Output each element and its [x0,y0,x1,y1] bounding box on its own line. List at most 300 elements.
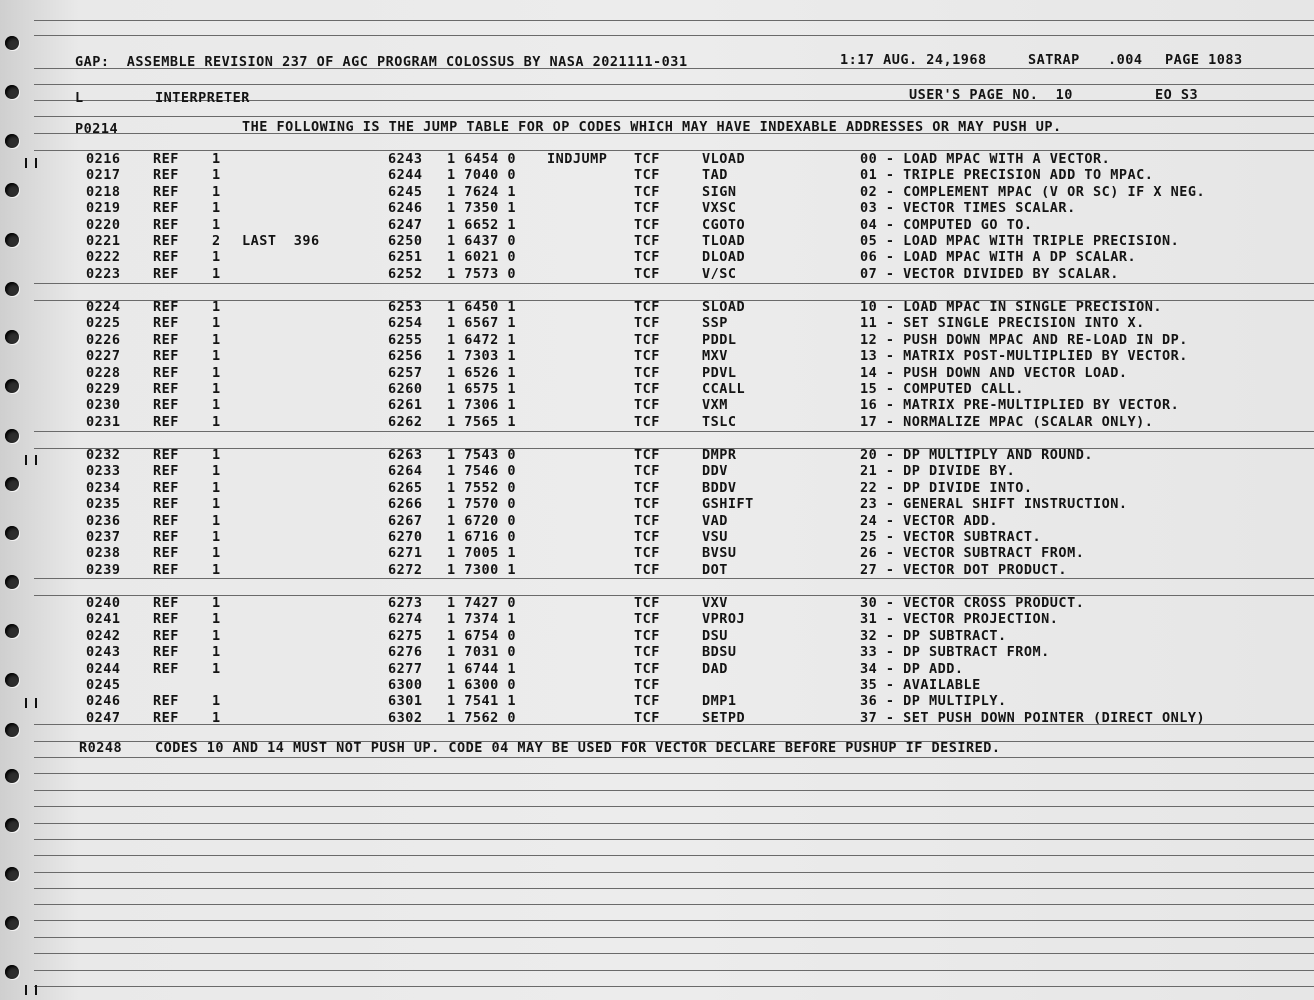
row-address: 6243 [388,151,423,167]
row-opcode: TCF [634,365,660,381]
row-octal-value: 1 7552 0 [447,480,517,496]
row-operand: DOT [702,562,728,578]
row-address: 6270 [388,529,423,545]
row-octal-value: 1 6300 0 [447,677,517,693]
margin-mark [25,455,37,465]
row-comment: 12 - PUSH DOWN MPAC AND RE-LOAD IN DP. [860,332,1188,348]
row-ref-count: 1 [212,299,221,315]
row-operand: TAD [702,167,728,183]
header-title: GAP: ASSEMBLE REVISION 237 OF AGC PROGRAM COLOSSUS BY NASA 2021111-031 [75,54,688,70]
row-opcode: TCF [634,496,660,512]
row-line-number: 0223 [86,266,121,282]
row-ref-count: 1 [212,200,221,216]
row-opcode: TCF [634,299,660,315]
row-address: 6256 [388,348,423,364]
row-comment: 04 - COMPUTED GO TO. [860,217,1033,233]
row-ref-label: REF [153,233,179,249]
ruled-line [34,953,1314,954]
row-line-number: 0236 [86,513,121,529]
row-comment: 35 - AVAILABLE [860,677,981,693]
row-address: 6274 [388,611,423,627]
row-ref-label: REF [153,562,179,578]
intro-comment: THE FOLLOWING IS THE JUMP TABLE FOR OP CODES WHICH MAY HAVE INDEXABLE ADDRESSES OR MAY PUSH UP. [242,119,1062,135]
feed-hole [5,818,19,832]
row-ref-count: 1 [212,710,221,726]
row-opcode: TCF [634,447,660,463]
row-comment: 34 - DP ADD. [860,661,964,677]
row-line-number: 0238 [86,545,121,561]
row-octal-value: 1 7040 0 [447,167,517,183]
row-ref-count: 1 [212,184,221,200]
row-operand: SIGN [702,184,737,200]
row-operand: DSU [702,628,728,644]
row-statement-label: INDJUMP [547,151,608,167]
feed-hole [5,916,19,930]
row-opcode: TCF [634,167,660,183]
row-operand: DMP1 [702,693,737,709]
row-ref-count: 1 [212,167,221,183]
row-operand: PDDL [702,332,737,348]
row-comment: 20 - DP MULTIPLY AND ROUND. [860,447,1093,463]
row-line-number: 0222 [86,249,121,265]
row-ref-count: 1 [212,397,221,413]
row-comment: 01 - TRIPLE PRECISION ADD TO MPAC. [860,167,1154,183]
row-address: 6251 [388,249,423,265]
row-address: 6302 [388,710,423,726]
row-address: 6255 [388,332,423,348]
row-comment: 14 - PUSH DOWN AND VECTOR LOAD. [860,365,1128,381]
row-opcode: TCF [634,397,660,413]
row-line-number: 0218 [86,184,121,200]
row-octal-value: 1 6652 1 [447,217,517,233]
row-octal-value: 1 6472 1 [447,332,517,348]
feed-hole [5,134,19,148]
row-octal-value: 1 7541 1 [447,693,517,709]
row-comment: 37 - SET PUSH DOWN POINTER (DIRECT ONLY) [860,710,1206,726]
row-ref-label: REF [153,513,179,529]
margin-mark [25,698,37,708]
row-ref-count: 1 [212,513,221,529]
ruled-line [34,595,1314,596]
footer-comment: CODES 10 AND 14 MUST NOT PUSH UP. CODE 04 MAY BE USED FOR VECTOR DECLARE BEFORE PUSHUP IF DESIRED. [155,740,1001,756]
row-comment: 06 - LOAD MPAC WITH A DP SCALAR. [860,249,1137,265]
row-ref-count: 1 [212,529,221,545]
header-page: PAGE 1083 [1165,52,1243,68]
row-line-number: 0234 [86,480,121,496]
row-opcode: TCF [634,529,660,545]
row-line-number: 0227 [86,348,121,364]
feed-hole [5,282,19,296]
row-operand: VLOAD [702,151,746,167]
row-address: 6275 [388,628,423,644]
row-line-number: 0219 [86,200,121,216]
row-operand: VXSC [702,200,737,216]
row-ref-label: REF [153,266,179,282]
row-octal-value: 1 6716 0 [447,529,517,545]
row-address: 6244 [388,167,423,183]
row-line-number: 0241 [86,611,121,627]
feed-hole [5,36,19,50]
row-comment: 16 - MATRIX PRE-MULTIPLIED BY VECTOR. [860,397,1180,413]
row-octal-value: 1 7570 0 [447,496,517,512]
row-ref-count: 2 [212,233,221,249]
ruled-line [34,872,1314,873]
row-line-number: 0244 [86,661,121,677]
row-octal-value: 1 7565 1 [447,414,517,430]
margin-mark [25,985,37,995]
row-comment: 33 - DP SUBTRACT FROM. [860,644,1050,660]
row-operand: BDDV [702,480,737,496]
row-ref-count: 1 [212,414,221,430]
row-opcode: TCF [634,710,660,726]
row-octal-value: 1 6450 1 [447,299,517,315]
row-line-number: 0240 [86,595,121,611]
row-operand: VXV [702,595,728,611]
row-ref-label: REF [153,611,179,627]
row-address: 6257 [388,365,423,381]
row-comment: 27 - VECTOR DOT PRODUCT. [860,562,1068,578]
ruled-line [34,20,1314,21]
row-operand: TSLC [702,414,737,430]
row-address: 6254 [388,315,423,331]
row-line-number: 0221 [86,233,121,249]
row-operand: BDSU [702,644,737,660]
row-opcode: TCF [634,233,660,249]
row-octal-value: 1 7303 1 [447,348,517,364]
user-page-number: USER'S PAGE NO. 10 [909,87,1073,103]
row-address: 6263 [388,447,423,463]
feed-hole [5,379,19,393]
row-ref-label: REF [153,381,179,397]
row-opcode: TCF [634,200,660,216]
row-address: 6300 [388,677,423,693]
ruled-line [34,116,1314,117]
subheader-eo: EO S3 [1155,87,1199,103]
header-code: .004 [1108,52,1143,68]
row-ref-label: REF [153,693,179,709]
row-octal-value: 1 7306 1 [447,397,517,413]
row-ref-label: REF [153,447,179,463]
row-ref-label: REF [153,151,179,167]
feed-hole [5,85,19,99]
row-ref-count: 1 [212,595,221,611]
row-ref-count: 1 [212,365,221,381]
row-comment: 07 - VECTOR DIVIDED BY SCALAR. [860,266,1119,282]
row-line-number: 0229 [86,381,121,397]
feed-hole [5,477,19,491]
row-operand: CGOTO [702,217,746,233]
row-ref-label: REF [153,480,179,496]
ruled-line [34,806,1314,807]
row-address: 6250 [388,233,423,249]
row-operand: SLOAD [702,299,746,315]
row-opcode: TCF [634,184,660,200]
row-address: 6266 [388,496,423,512]
row-ref-label: REF [153,661,179,677]
feed-hole [5,673,19,687]
row-ref-count: 1 [212,332,221,348]
row-octal-value: 1 7543 0 [447,447,517,463]
row-address: 6260 [388,381,423,397]
ruled-line [34,448,1314,449]
ruled-line [34,578,1314,579]
row-operand: BVSU [702,545,737,561]
row-address: 6246 [388,200,423,216]
row-ref-label: REF [153,414,179,430]
row-octal-value: 1 6754 0 [447,628,517,644]
row-line-number: 0216 [86,151,121,167]
row-comment: 00 - LOAD MPAC WITH A VECTOR. [860,151,1111,167]
ruled-line [34,757,1314,758]
feed-hole [5,769,19,783]
row-octal-value: 1 6744 1 [447,661,517,677]
row-ref-label: REF [153,184,179,200]
row-comment: 15 - COMPUTED CALL. [860,381,1024,397]
row-line-number: 0232 [86,447,121,463]
row-comment: 24 - VECTOR ADD. [860,513,999,529]
row-ref-label: REF [153,348,179,364]
row-operand: CCALL [702,381,746,397]
feed-hole [5,867,19,881]
row-operand: SETPD [702,710,746,726]
row-line-number: 0235 [86,496,121,512]
row-ref-label: REF [153,332,179,348]
row-line-number: 0217 [86,167,121,183]
row-last-ref: LAST 396 [242,233,320,249]
feed-hole [5,526,19,540]
ruled-line [34,986,1314,987]
row-comment: 30 - VECTOR CROSS PRODUCT. [860,595,1085,611]
row-opcode: TCF [634,628,660,644]
feed-hole [5,624,19,638]
row-operand: PDVL [702,365,737,381]
feed-hole [5,183,19,197]
row-comment: 23 - GENERAL SHIFT INSTRUCTION. [860,496,1128,512]
row-ref-label: REF [153,397,179,413]
row-address: 6262 [388,414,423,430]
ruled-line [34,790,1314,791]
row-octal-value: 1 6526 1 [447,365,517,381]
row-address: 6261 [388,397,423,413]
row-ref-label: REF [153,217,179,233]
row-line-number: 0243 [86,644,121,660]
row-opcode: TCF [634,348,660,364]
feed-hole [5,723,19,737]
ruled-line [34,855,1314,856]
row-address: 6276 [388,644,423,660]
header-time: 1:17 AUG. 24,1968 [840,52,987,68]
ruled-line [34,35,1314,36]
row-opcode: TCF [634,661,660,677]
row-ref-count: 1 [212,217,221,233]
row-opcode: TCF [634,693,660,709]
row-line-number: 0220 [86,217,121,233]
ruled-line [34,888,1314,889]
row-opcode: TCF [634,414,660,430]
row-opcode: TCF [634,611,660,627]
row-ref-label: REF [153,299,179,315]
ruled-line [34,937,1314,938]
row-ref-count: 1 [212,463,221,479]
row-comment: 03 - VECTOR TIMES SCALAR. [860,200,1076,216]
row-opcode: TCF [634,562,660,578]
row-address: 6245 [388,184,423,200]
row-ref-label: REF [153,496,179,512]
row-octal-value: 1 6575 1 [447,381,517,397]
row-opcode: TCF [634,217,660,233]
row-comment: 05 - LOAD MPAC WITH TRIPLE PRECISION. [860,233,1180,249]
row-address: 6273 [388,595,423,611]
row-octal-value: 1 7562 0 [447,710,517,726]
row-address: 6252 [388,266,423,282]
row-opcode: TCF [634,480,660,496]
row-line-number: 0246 [86,693,121,709]
ruled-line [34,773,1314,774]
row-line-number: 0239 [86,562,121,578]
row-octal-value: 1 6567 1 [447,315,517,331]
row-operand: DMPR [702,447,737,463]
row-operand: GSHIFT [702,496,754,512]
row-address: 6272 [388,562,423,578]
row-ref-count: 1 [212,628,221,644]
row-comment: 32 - DP SUBTRACT. [860,628,1007,644]
row-line-number: 0230 [86,397,121,413]
row-opcode: TCF [634,151,660,167]
ruled-line [34,283,1314,284]
feed-hole [5,965,19,979]
row-comment: 17 - NORMALIZE MPAC (SCALAR ONLY). [860,414,1154,430]
subheader-title: INTERPRETER [155,90,250,106]
row-comment: 02 - COMPLEMENT MPAC (V OR SC) IF X NEG. [860,184,1206,200]
row-line-number: 0231 [86,414,121,430]
row-octal-value: 1 7546 0 [447,463,517,479]
ruled-line [34,970,1314,971]
row-comment: 25 - VECTOR SUBTRACT. [860,529,1042,545]
row-ref-label: REF [153,167,179,183]
margin-mark [25,158,37,168]
feed-hole [5,233,19,247]
row-operand: VXM [702,397,728,413]
ruled-line [34,84,1314,85]
row-octal-value: 1 6021 0 [447,249,517,265]
ruled-line [34,839,1314,840]
row-address: 6301 [388,693,423,709]
row-octal-value: 1 7300 1 [447,562,517,578]
ruled-line [34,920,1314,921]
feed-hole [5,429,19,443]
row-octal-value: 1 6720 0 [447,513,517,529]
row-ref-label: REF [153,529,179,545]
row-comment: 10 - LOAD MPAC IN SINGLE PRECISION. [860,299,1162,315]
row-ref-label: REF [153,200,179,216]
row-comment: 13 - MATRIX POST-MULTIPLIED BY VECTOR. [860,348,1188,364]
row-operand: DDV [702,463,728,479]
row-ref-count: 1 [212,693,221,709]
row-comment: 21 - DP DIVIDE BY. [860,463,1016,479]
row-ref-count: 1 [212,644,221,660]
row-octal-value: 1 7624 1 [447,184,517,200]
row-line-number: 0237 [86,529,121,545]
row-address: 6264 [388,463,423,479]
row-ref-label: REF [153,710,179,726]
row-operand: MXV [702,348,728,364]
row-octal-value: 1 6454 0 [447,151,517,167]
row-address: 6271 [388,545,423,561]
row-octal-value: 1 7374 1 [447,611,517,627]
row-operand: DLOAD [702,249,746,265]
row-ref-count: 1 [212,447,221,463]
intro-line-number: P0214 [75,121,119,137]
row-opcode: TCF [634,513,660,529]
row-comment: 31 - VECTOR PROJECTION. [860,611,1059,627]
row-opcode: TCF [634,332,660,348]
row-line-number: 0247 [86,710,121,726]
row-ref-count: 1 [212,611,221,627]
subheader-l: L [75,90,84,106]
row-ref-count: 1 [212,266,221,282]
ruled-line [34,150,1314,151]
row-octal-value: 1 7350 1 [447,200,517,216]
row-opcode: TCF [634,315,660,331]
header-user: SATRAP [1028,52,1080,68]
row-comment: 36 - DP MULTIPLY. [860,693,1007,709]
row-ref-label: REF [153,595,179,611]
ruled-line [34,431,1314,432]
row-ref-count: 1 [212,545,221,561]
feed-hole [5,575,19,589]
row-opcode: TCF [634,677,660,693]
row-line-number: 0225 [86,315,121,331]
row-comment: 26 - VECTOR SUBTRACT FROM. [860,545,1085,561]
row-line-number: 0224 [86,299,121,315]
row-ref-count: 1 [212,249,221,265]
row-operand: SSP [702,315,728,331]
row-operand: DAD [702,661,728,677]
row-line-number: 0228 [86,365,121,381]
row-opcode: TCF [634,595,660,611]
row-address: 6277 [388,661,423,677]
row-line-number: 0226 [86,332,121,348]
row-line-number: 0233 [86,463,121,479]
row-ref-label: REF [153,628,179,644]
row-opcode: TCF [634,381,660,397]
row-ref-count: 1 [212,348,221,364]
feed-hole [5,330,19,344]
row-ref-label: REF [153,545,179,561]
row-opcode: TCF [634,463,660,479]
ruled-line [34,823,1314,824]
row-ref-count: 1 [212,661,221,677]
row-ref-count: 1 [212,151,221,167]
row-ref-label: REF [153,315,179,331]
row-opcode: TCF [634,266,660,282]
row-octal-value: 1 6437 0 [447,233,517,249]
row-ref-label: REF [153,644,179,660]
row-ref-count: 1 [212,496,221,512]
row-line-number: 0245 [86,677,121,693]
row-operand: TLOAD [702,233,746,249]
row-address: 6247 [388,217,423,233]
row-address: 6267 [388,513,423,529]
row-opcode: TCF [634,644,660,660]
ruled-line [34,904,1314,905]
row-operand: V/SC [702,266,737,282]
row-octal-value: 1 7031 0 [447,644,517,660]
row-comment: 22 - DP DIVIDE INTO. [860,480,1033,496]
row-ref-label: REF [153,365,179,381]
row-address: 6265 [388,480,423,496]
row-ref-count: 1 [212,381,221,397]
